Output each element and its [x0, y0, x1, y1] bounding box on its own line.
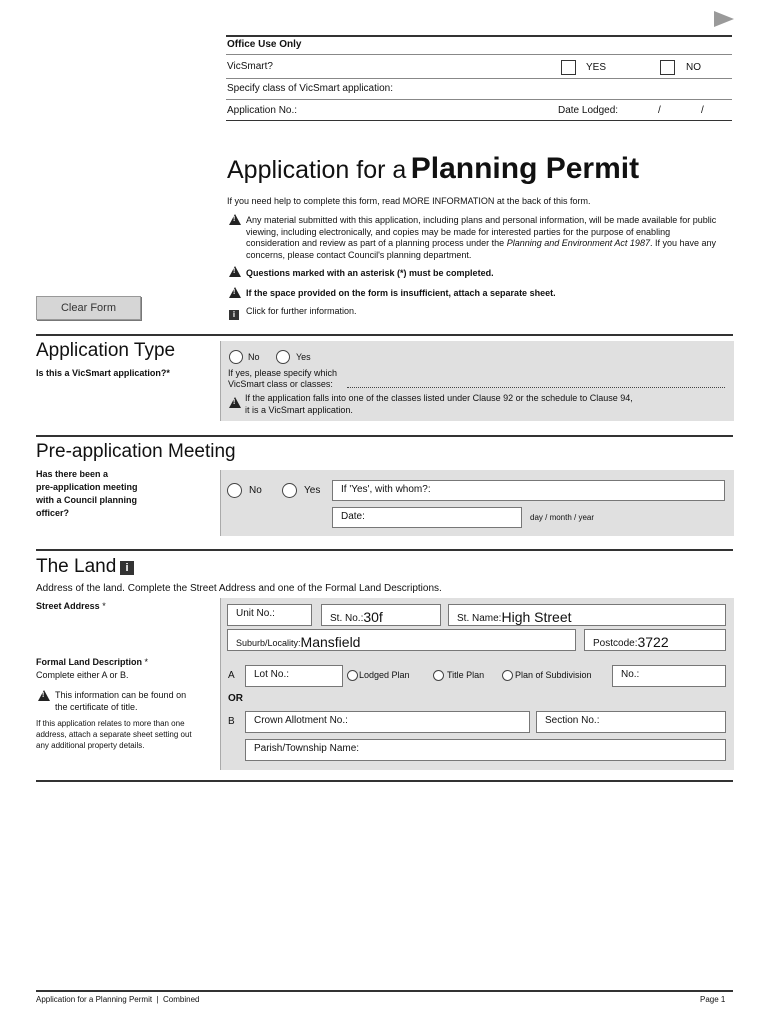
further-info-text: Click for further information. — [246, 306, 357, 316]
lodged-plan-radio[interactable] — [347, 670, 358, 681]
date-label: Date: — [341, 511, 365, 522]
office-no-checkbox[interactable] — [660, 60, 675, 75]
pre-app-date-field[interactable] — [332, 507, 522, 528]
title-plan-label: Title Plan — [447, 670, 485, 680]
notice-space: If the space provided on the form is insufficient, attach a separate sheet. — [246, 288, 556, 298]
warning-icon — [38, 688, 50, 706]
title-light: Application for a — [227, 156, 407, 184]
office-no-label: NO — [686, 62, 701, 73]
date-lodged-label: Date Lodged: — [558, 105, 619, 116]
option-b-label: B — [228, 716, 235, 727]
help-text: If you need help to complete this form, read MORE INFORMATION at the back of this form. — [227, 196, 591, 206]
suburb-label: Suburb/Locality: — [236, 638, 301, 648]
plan-subdivision-radio[interactable] — [502, 670, 513, 681]
option-a-label: A — [228, 670, 235, 681]
vicsmart-label: VicSmart? — [227, 61, 273, 72]
clause-note-2: it is a VicSmart application. — [245, 405, 353, 415]
footer-page: Page 1 — [700, 995, 726, 1004]
notice-text: Any material submitted with this application, including plans and personal information, will be made available for public viewing, including electronically, and copies may be made for interested parties for the purpose of enabling consideration and review as part of a planning process under the — [246, 215, 717, 248]
st-name-value: High Street — [501, 609, 572, 625]
with-whom-field[interactable] — [332, 480, 725, 501]
vicsmart-yes-radio[interactable] — [276, 350, 290, 364]
date-format: day / month / year — [530, 513, 595, 522]
note-line: address, attach a separate sheet setting out — [36, 730, 192, 739]
warning-icon — [229, 264, 241, 282]
plan-subdivision-label: Plan of Subdivision — [515, 670, 592, 680]
plan-no-field[interactable] — [612, 665, 726, 687]
notice-text: . If you have any concerns, please contact Council's planning department. — [246, 238, 716, 260]
parish-label: Parish/Township Name: — [254, 743, 360, 754]
specify-class-label: Specify class of VicSmart application: — [227, 83, 394, 94]
warning-icon — [229, 212, 241, 230]
notice-act: Planning and Environment Act 1987 — [506, 238, 650, 248]
cert-note-1: This information can be found on — [55, 690, 187, 700]
pre-app-question — [36, 468, 138, 520]
vicsmart-question: Is this a VicSmart application?* — [36, 368, 170, 378]
plan-no-label: No.: — [621, 669, 640, 680]
postcode-label: Postcode: — [593, 638, 638, 649]
unit-no-label: Unit No.: — [236, 608, 275, 619]
notice-public-viewing — [246, 215, 718, 261]
date-slash: / — [701, 105, 704, 116]
question-line: Has there been a — [36, 469, 109, 479]
unit-no-field[interactable] — [227, 604, 312, 626]
pre-app-no-radio[interactable] — [227, 483, 242, 498]
lot-no-label: Lot No.: — [254, 669, 290, 680]
st-no-value: 30f — [363, 609, 383, 625]
formal-sub: Complete either A or B. — [36, 670, 129, 680]
pre-app-title: Pre-application Meeting — [36, 441, 236, 462]
vicsmart-no-radio[interactable] — [229, 350, 243, 364]
cert-note-2: the certificate of title. — [55, 702, 138, 712]
note-line: If this application relates to more than one — [36, 719, 185, 728]
specify-line-2: VicSmart class or classes: — [228, 379, 333, 389]
land-title: The Land — [36, 556, 117, 577]
date-slash: / — [658, 105, 661, 116]
street-address-label: Street Address * — [36, 601, 106, 611]
suburb-value: Mansfield — [300, 634, 361, 650]
application-no-label: Application No.: — [227, 105, 298, 116]
land-intro: Address of the land. Complete the Street Address and one of the Formal Land Descriptions. — [36, 583, 442, 594]
postcode-value: 3722 — [637, 634, 669, 650]
application-type-title: Application Type — [36, 340, 176, 361]
next-page-arrow-icon[interactable] — [713, 10, 735, 28]
crown-allotment-field[interactable] — [245, 711, 530, 733]
specify-line-1: If yes, please specify which — [228, 368, 338, 378]
st-no-field[interactable] — [321, 604, 441, 626]
st-name-field[interactable] — [448, 604, 726, 626]
vicsmart-no-label: No — [248, 352, 260, 362]
page-title — [227, 152, 639, 186]
question-line: pre-application meeting — [36, 482, 138, 492]
pre-app-yes-label: Yes — [304, 485, 321, 496]
question-line: officer? — [36, 508, 70, 518]
info-icon[interactable]: i — [120, 558, 134, 576]
st-name-label: St. Name: — [457, 613, 502, 624]
suburb-field[interactable] — [227, 629, 576, 651]
note-line: any additional property details. — [36, 741, 145, 750]
clause-note-1: If the application falls into one of the classes listed under Clause 92 or the schedule to Clause 94, — [245, 393, 633, 403]
info-icon[interactable]: i — [229, 304, 239, 322]
postcode-field[interactable] — [584, 629, 726, 651]
vicsmart-yes-label: Yes — [296, 352, 311, 362]
formal-title-text: Formal Land Description — [36, 657, 143, 667]
street-address-text: Street Address — [36, 601, 100, 611]
or-label: OR — [228, 693, 243, 704]
crown-allotment-label: Crown Allotment No.: — [254, 715, 348, 726]
warning-icon — [229, 285, 241, 303]
vicsmart-class-input[interactable] — [347, 387, 725, 388]
footer-left: Application for a Planning Permit | Combined — [36, 995, 200, 1004]
title-plan-radio[interactable] — [433, 670, 444, 681]
formal-title: Formal Land Description * — [36, 657, 149, 667]
section-no-label: Section No.: — [545, 715, 600, 726]
office-title: Office Use Only — [227, 39, 302, 50]
office-yes-checkbox[interactable] — [561, 60, 576, 75]
lot-no-field[interactable] — [245, 665, 343, 687]
st-no-label: St. No.: — [330, 613, 364, 624]
office-yes-label: YES — [586, 62, 607, 73]
lodged-plan-label: Lodged Plan — [359, 670, 410, 680]
with-whom-label: If 'Yes', with whom?: — [341, 484, 431, 495]
clear-form-button[interactable]: Clear Form — [36, 296, 141, 320]
question-line: with a Council planning — [36, 495, 137, 505]
multi-address-note — [36, 718, 192, 751]
pre-app-no-label: No — [249, 485, 262, 496]
parish-field[interactable] — [245, 739, 726, 761]
notice-asterisk: Questions marked with an asterisk (*) must be completed. — [246, 268, 494, 278]
title-bold: Planning Permit — [410, 152, 640, 185]
section-no-field[interactable] — [536, 711, 726, 733]
warning-icon — [229, 395, 241, 413]
pre-app-yes-radio[interactable] — [282, 483, 297, 498]
